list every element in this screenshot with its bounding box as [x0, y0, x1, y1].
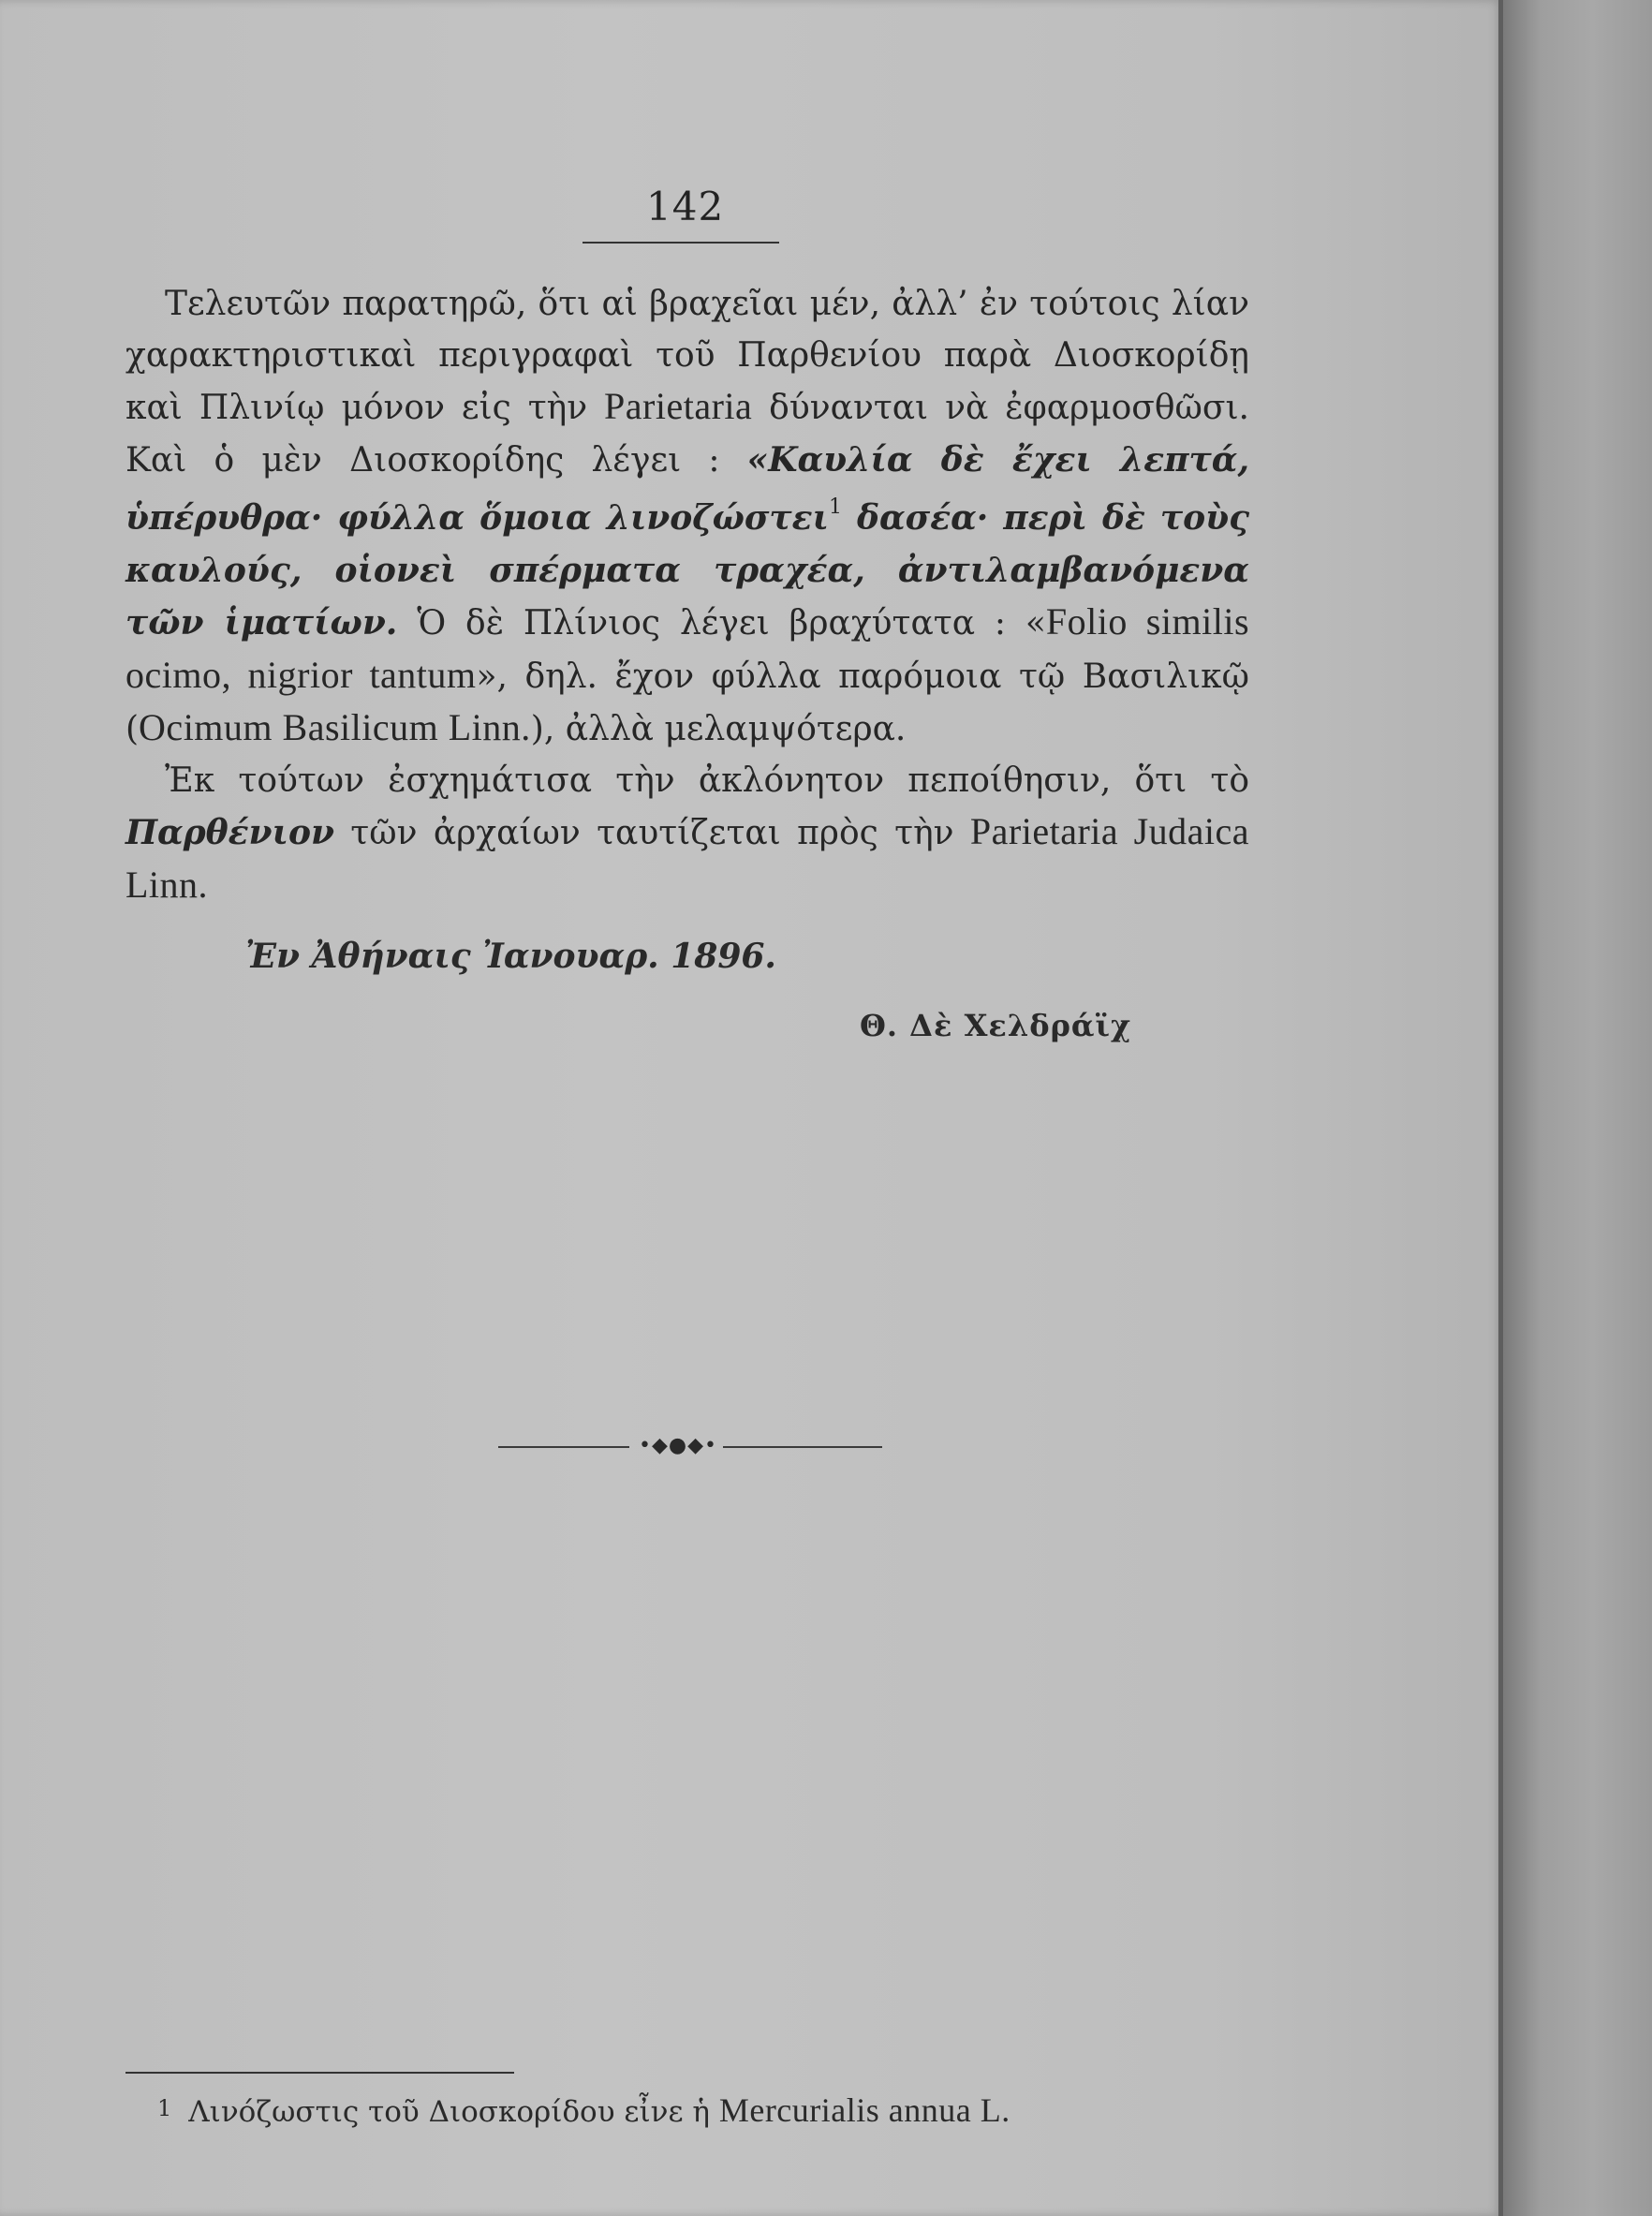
footnote-rule: [125, 2072, 514, 2074]
text-run: τῶν ἀρχαίων ταυτίζεται πρὸς τὴν: [333, 814, 970, 852]
text-run: Λινόζωστις τοῦ Διοσκορίδου εἶνε ἡ: [188, 2095, 719, 2129]
footnote: [157, 2090, 1010, 2130]
text-run: δύνανται νὰ ἐφαρμοσθῶσι. Καὶ ὁ μὲν Διοσκορίδης λέγει :: [125, 389, 1250, 480]
latin-name: Parietaria: [604, 385, 753, 427]
latin-name: Folio similis ocimo, nigrior tantum: [125, 600, 1250, 696]
quotation-italic: δασέα· περὶ δὲ τοὺς καυλούς, οἱονεὶ σπέρματα τραχέα, ἀντιλαμβανόμενα τῶν ἱματίων.: [125, 498, 1250, 643]
latin-name: Parietaria Judaica Linn.: [125, 810, 1250, 906]
quotation-italic: «Καυλία δὲ ἔχει λεπτά, ὑπέρυθρα· φύλλα ὅμοια λινοζώστει: [125, 439, 1249, 538]
latin-name: Mercurialis annua L.: [718, 2091, 1010, 2129]
text-run: Τελευτῶν παρατηρῶ, ὅτι αἱ βραχεῖαι μέν, ἀλλ’ ἐν τούτοις λίαν χαρακτηριστικαὶ περιγραφαὶ τοῦ Παρθενίου παρὰ Διοσκορίδῃ καὶ Πλινίῳ μόνον εἰς τὴν: [125, 285, 1249, 427]
text-run: », δηλ. ἔχον φύλλα παρόμοια τῷ Βασιλικῷ (: [125, 657, 1249, 748]
text-run: Ἐκ τούτων ἐσχημάτισα τὴν ἀκλόνητον πεποίθησιν, ὅτι τὸ: [165, 761, 1249, 800]
text-run: Ὁ δὲ Πλίνιος λέγει βραχύτατα : «: [397, 604, 1046, 643]
latin-name: Ocimum Basilicum Linn.: [139, 706, 531, 748]
footnote-reference: 1: [828, 495, 842, 519]
adjacent-page-edge: [1503, 0, 1652, 2216]
ornament-glyphs: •◆●◆•: [639, 1434, 717, 1457]
place-date: Ἐν Ἀθήναις Ἰανουαρ. 1896.: [245, 937, 776, 976]
footnote-text: [188, 2091, 1010, 2129]
ornament-line-right: [723, 1446, 882, 1448]
author-signature: Θ. Δὲ Χελδράϊχ: [860, 1008, 1132, 1043]
section-ornament: [498, 1434, 882, 1457]
quotation-italic: Παρθένιον: [125, 813, 334, 852]
page-number-underline: [583, 242, 779, 244]
ornament-line-left: [498, 1446, 629, 1448]
text-run: ), ἀλλὰ μελαμψότερα.: [530, 710, 907, 748]
footnote-mark: 1: [157, 2095, 172, 2121]
main-text: [125, 279, 1249, 912]
page-number: 142: [646, 184, 725, 229]
paragraph-1: [125, 279, 1249, 756]
paragraph-2: [125, 756, 1249, 913]
